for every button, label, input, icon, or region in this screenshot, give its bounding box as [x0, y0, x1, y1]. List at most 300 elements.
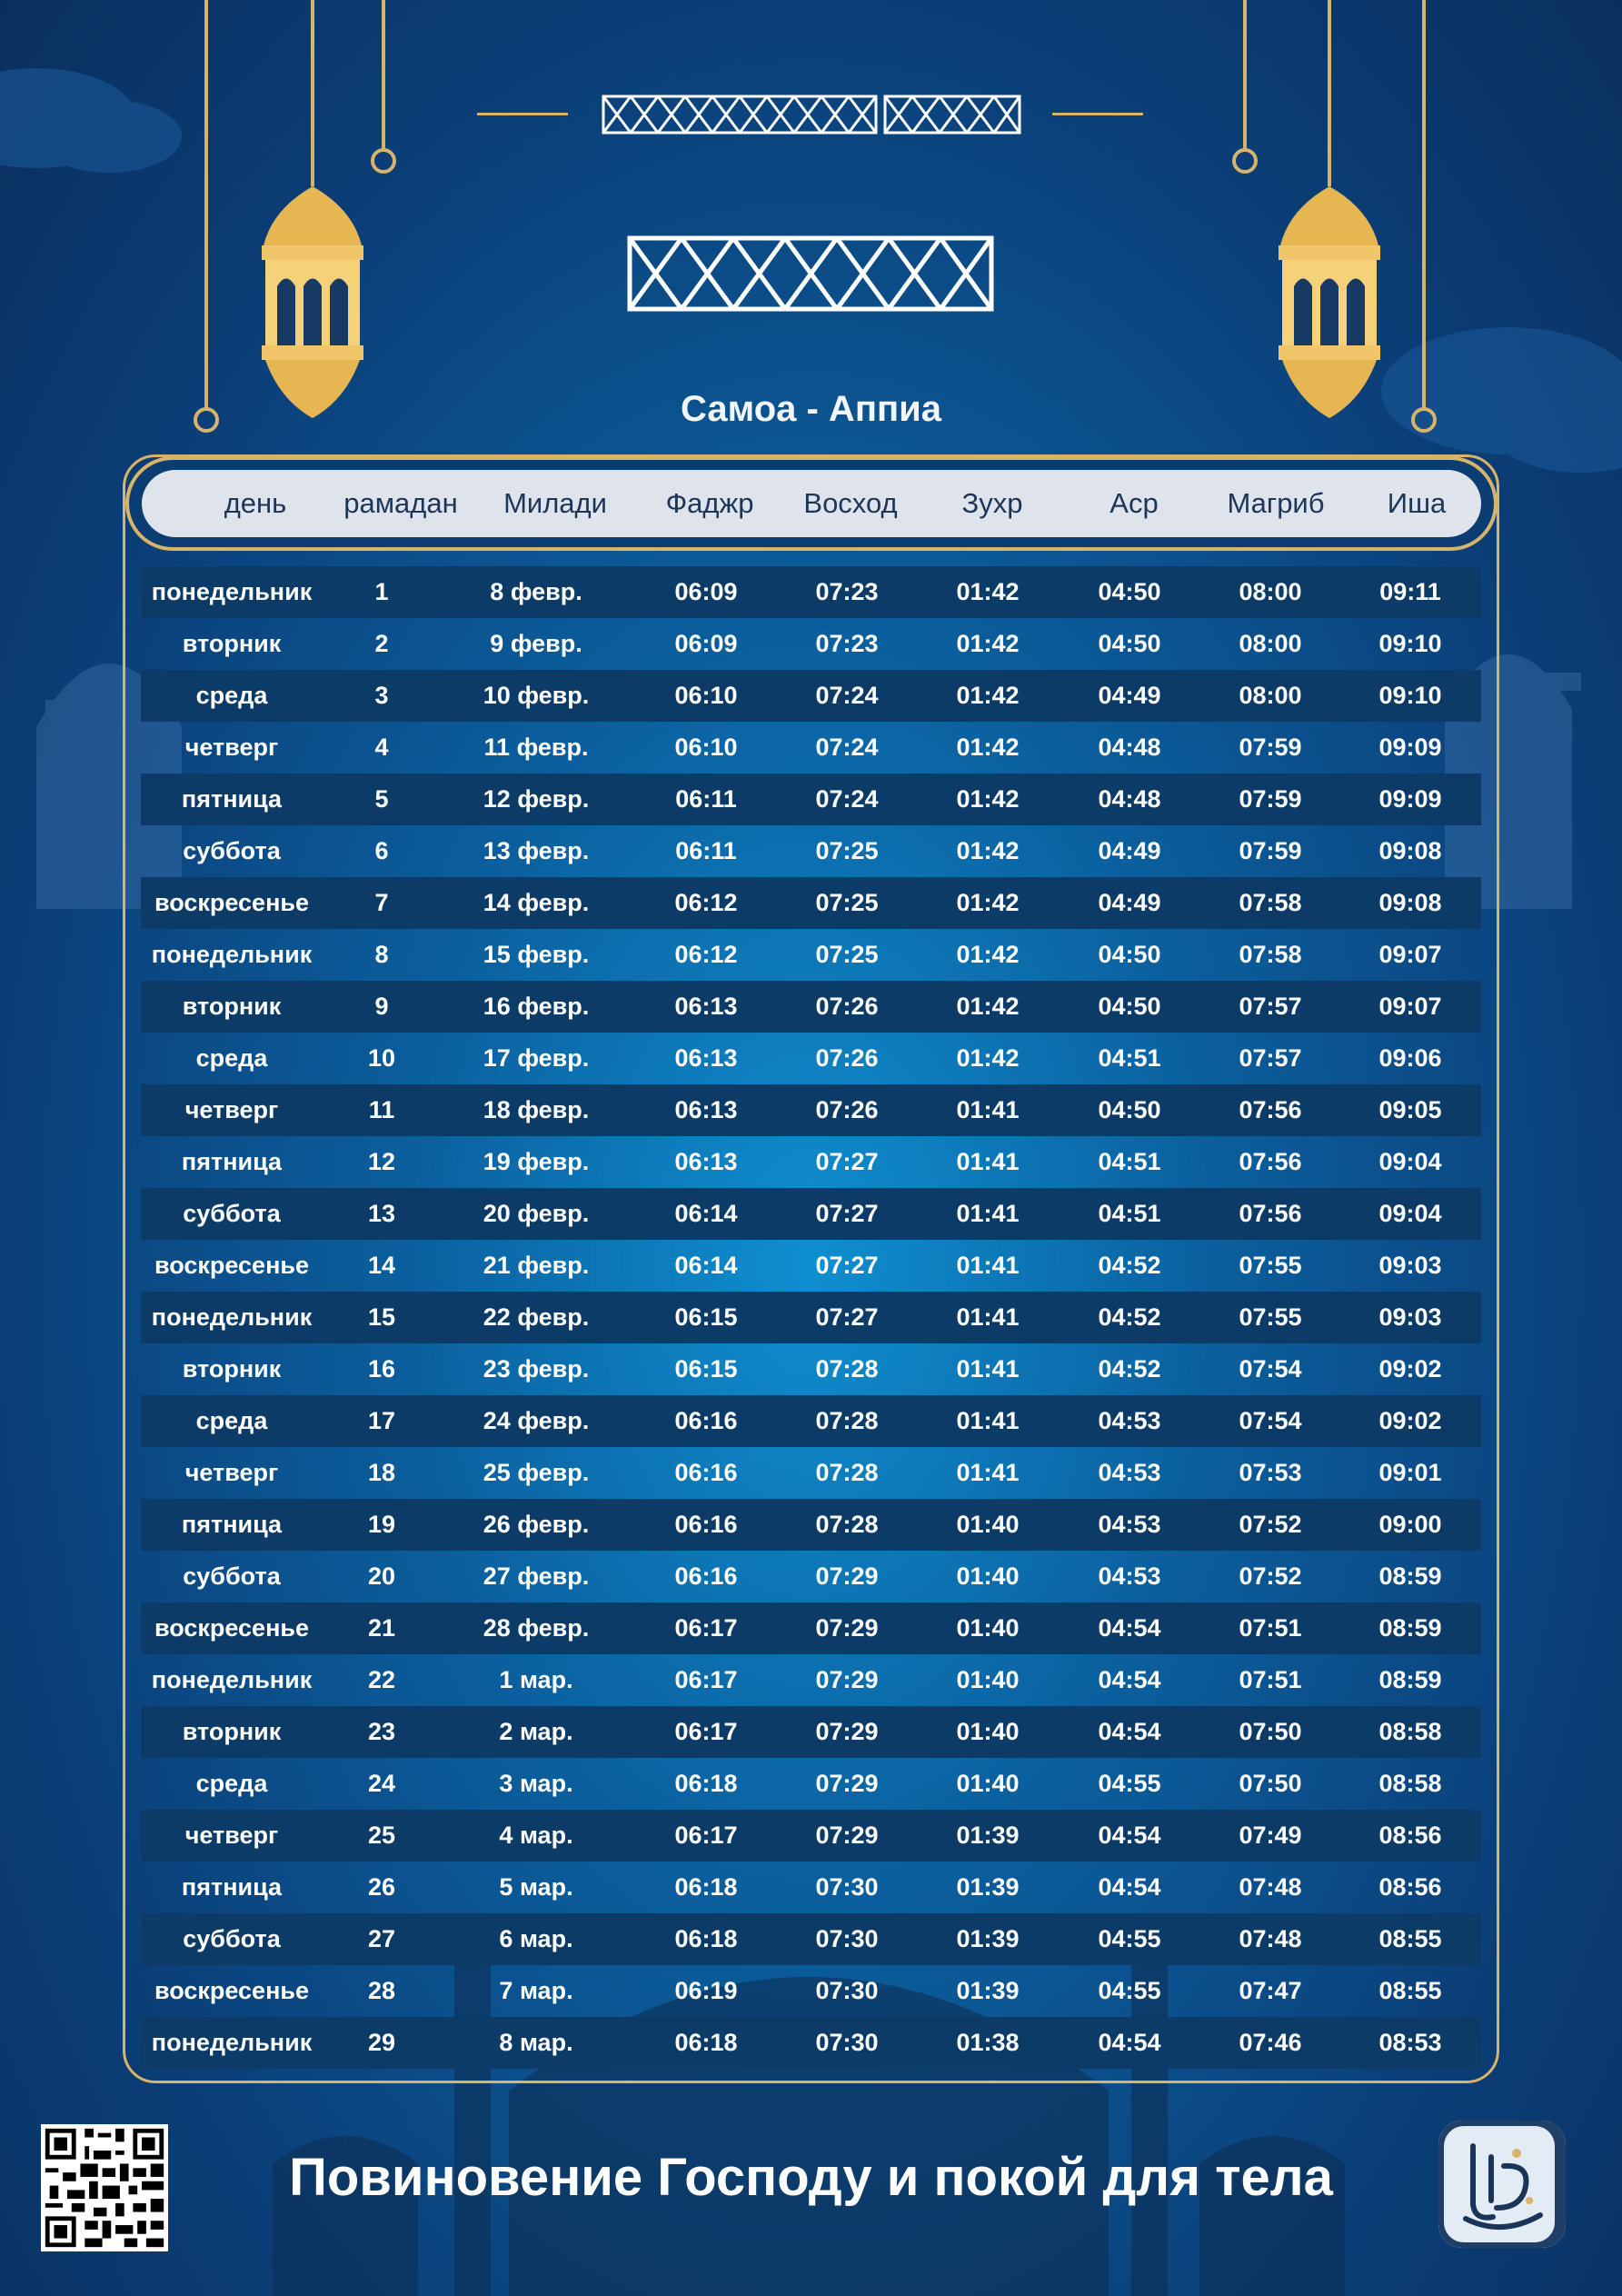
cell-maghrib: 07:57	[1239, 1044, 1302, 1072]
cell-isha: 08:56	[1378, 1873, 1442, 1901]
cell-asr: 04:53	[1098, 1562, 1161, 1590]
cell-isha: 08:59	[1378, 1614, 1442, 1642]
cell-miladi: 9 февр.	[490, 630, 582, 657]
title-glyph-placeholder	[627, 235, 994, 312]
cell-isha: 08:58	[1378, 1718, 1442, 1745]
cell-ramadan: 19	[367, 1511, 396, 1538]
cell-miladi: 27 февр.	[483, 1562, 590, 1590]
cell-maghrib: 07:56	[1239, 1096, 1302, 1123]
cell-isha: 09:03	[1378, 1252, 1442, 1279]
cell-dhuhr: 01:40	[956, 1666, 1020, 1693]
lantern-icon	[1279, 186, 1380, 418]
table-row	[141, 566, 1481, 618]
cell-day: четверг	[184, 1459, 279, 1486]
cell-asr: 04:55	[1098, 1925, 1161, 1952]
table-row	[141, 1810, 1481, 1862]
cell-sunrise: 07:24	[815, 785, 879, 813]
cell-day: пятница	[181, 1148, 283, 1175]
cell-asr: 04:54	[1098, 1822, 1161, 1849]
cell-fajr: 06:16	[674, 1407, 738, 1434]
cell-day: четверг	[184, 1096, 279, 1123]
cell-miladi: 28 февр.	[483, 1614, 590, 1642]
cell-ramadan: 1	[374, 578, 389, 605]
cell-day: воскресенье	[154, 1614, 309, 1642]
table-row	[141, 670, 1481, 722]
cell-day: воскресенье	[154, 1252, 309, 1279]
cell-maghrib: 07:48	[1239, 1925, 1302, 1952]
cell-day: понедельник	[151, 1666, 313, 1693]
table-row	[141, 1965, 1481, 2017]
cell-maghrib: 07:57	[1239, 993, 1302, 1020]
cell-miladi: 23 февр.	[483, 1355, 590, 1383]
cell-maghrib: 07:46	[1239, 2029, 1302, 2056]
cell-isha: 08:53	[1378, 2029, 1442, 2056]
cell-sunrise: 07:26	[815, 993, 879, 1020]
cell-sunrise: 07:25	[815, 837, 879, 864]
cell-maghrib: 07:55	[1239, 1303, 1302, 1331]
table-row	[141, 1136, 1481, 1188]
table-row	[141, 1188, 1481, 1240]
cell-maghrib: 08:00	[1239, 682, 1302, 709]
cell-miladi: 10 февр.	[483, 682, 590, 709]
cell-ramadan: 26	[367, 1873, 396, 1901]
cell-isha: 09:01	[1378, 1459, 1442, 1486]
cell-asr: 04:48	[1098, 785, 1161, 813]
cell-isha: 09:08	[1378, 837, 1442, 864]
cell-day: четверг	[184, 1822, 279, 1849]
cell-asr: 04:53	[1098, 1407, 1161, 1434]
cell-isha: 09:04	[1378, 1200, 1442, 1227]
location-title: Самоа - Аппиа	[681, 389, 941, 429]
cell-day: суббота	[183, 1925, 281, 1952]
cell-fajr: 06:10	[674, 682, 738, 709]
cell-day: пятница	[181, 1511, 283, 1538]
cell-miladi: 6 мар.	[499, 1925, 573, 1952]
cell-ramadan: 27	[367, 1925, 396, 1952]
table-header-inner	[142, 470, 1481, 537]
cell-dhuhr: 01:38	[956, 2029, 1020, 2056]
cell-maghrib: 07:47	[1239, 1977, 1302, 2004]
cell-sunrise: 07:27	[815, 1252, 879, 1279]
header-divider-left	[477, 113, 568, 115]
header-divider-right	[1052, 113, 1143, 115]
table-row	[141, 877, 1481, 929]
cell-ramadan: 16	[367, 1355, 396, 1383]
cell-sunrise: 07:30	[815, 2029, 879, 2056]
cell-asr: 04:52	[1098, 1355, 1161, 1383]
cell-fajr: 06:11	[675, 785, 737, 813]
cell-sunrise: 07:29	[815, 1822, 879, 1849]
cell-day: суббота	[183, 837, 281, 864]
cell-ramadan: 8	[374, 941, 389, 968]
cell-day: понедельник	[151, 578, 313, 605]
cell-fajr: 06:13	[674, 1096, 738, 1123]
cell-dhuhr: 01:40	[956, 1614, 1020, 1642]
cell-maghrib: 07:48	[1239, 1873, 1302, 1901]
cell-fajr: 06:17	[674, 1666, 738, 1693]
prayer-times-table	[141, 566, 1481, 2069]
cell-fajr: 06:17	[674, 1822, 738, 1849]
cell-asr: 04:48	[1098, 734, 1161, 761]
table-row	[141, 722, 1481, 774]
cell-ramadan: 9	[374, 993, 389, 1020]
cell-asr: 04:55	[1098, 1770, 1161, 1797]
cell-dhuhr: 01:42	[956, 785, 1020, 813]
cell-dhuhr: 01:42	[956, 837, 1020, 864]
table-row	[141, 929, 1481, 981]
cell-sunrise: 07:27	[815, 1303, 879, 1331]
cell-dhuhr: 01:41	[956, 1459, 1020, 1486]
cell-ramadan: 29	[367, 2029, 396, 2056]
cell-miladi: 4 мар.	[499, 1822, 573, 1849]
cell-miladi: 22 февр.	[483, 1303, 590, 1331]
table-row	[141, 1654, 1481, 1706]
cell-miladi: 1 мар.	[499, 1666, 573, 1693]
cell-asr: 04:51	[1098, 1200, 1161, 1227]
cell-maghrib: 08:00	[1239, 578, 1302, 605]
table-row	[141, 1551, 1481, 1602]
cell-fajr: 06:15	[674, 1303, 738, 1331]
cell-ramadan: 10	[367, 1044, 396, 1072]
cell-ramadan: 11	[368, 1096, 395, 1123]
cell-maghrib: 07:53	[1239, 1459, 1302, 1486]
cell-ramadan: 4	[374, 734, 389, 761]
cell-maghrib: 07:49	[1239, 1822, 1302, 1849]
cell-maghrib: 07:56	[1239, 1148, 1302, 1175]
cell-dhuhr: 01:42	[956, 734, 1020, 761]
cell-fajr: 06:12	[674, 941, 738, 968]
cell-maghrib: 07:59	[1239, 734, 1302, 761]
cell-ramadan: 14	[367, 1252, 396, 1279]
cell-dhuhr: 01:42	[956, 630, 1020, 657]
cell-day: среда	[195, 1407, 268, 1434]
cell-miladi: 26 февр.	[483, 1511, 590, 1538]
cell-day: среда	[195, 1770, 268, 1797]
cell-miladi: 17 февр.	[483, 1044, 590, 1072]
cell-ramadan: 13	[367, 1200, 396, 1227]
cell-fajr: 06:18	[674, 1925, 738, 1952]
cell-sunrise: 07:29	[815, 1614, 879, 1642]
table-row	[141, 1499, 1481, 1551]
cell-asr: 04:51	[1098, 1044, 1161, 1072]
cell-sunrise: 07:27	[815, 1200, 879, 1227]
cell-ramadan: 2	[374, 630, 389, 657]
cell-miladi: 24 февр.	[483, 1407, 590, 1434]
cell-dhuhr: 01:42	[956, 1044, 1020, 1072]
cell-miladi: 13 февр.	[483, 837, 590, 864]
header-sunrise: Восход	[803, 487, 898, 519]
cell-maghrib: 07:56	[1239, 1200, 1302, 1227]
cell-asr: 04:52	[1098, 1303, 1161, 1331]
table-row	[141, 1913, 1481, 1965]
cell-miladi: 7 мар.	[499, 1977, 573, 2004]
cell-miladi: 14 февр.	[483, 889, 590, 916]
cell-dhuhr: 01:42	[956, 682, 1020, 709]
cell-sunrise: 07:24	[815, 734, 879, 761]
cell-miladi: 21 февр.	[483, 1252, 590, 1279]
cell-asr: 04:50	[1098, 578, 1161, 605]
cell-isha: 09:09	[1378, 734, 1442, 761]
cell-dhuhr: 01:41	[956, 1148, 1020, 1175]
header-ramadan: рамадан	[343, 487, 458, 519]
cell-isha: 09:11	[1379, 578, 1441, 605]
cell-sunrise: 07:30	[815, 1977, 879, 2004]
lantern-icon	[262, 186, 363, 418]
slogan: Повиновение Господу и покой для тела	[289, 2148, 1333, 2207]
qr-code-icon	[41, 2124, 168, 2251]
cell-day: суббота	[183, 1562, 281, 1590]
cell-asr: 04:50	[1098, 993, 1161, 1020]
cell-ramadan: 21	[367, 1614, 396, 1642]
cell-ramadan: 20	[367, 1562, 396, 1590]
cell-ramadan: 28	[367, 1977, 396, 2004]
cell-day: вторник	[182, 1718, 282, 1745]
table-row	[141, 1758, 1481, 1810]
cell-day: понедельник	[151, 1303, 313, 1331]
cell-miladi: 12 февр.	[483, 785, 590, 813]
cell-ramadan: 25	[367, 1822, 396, 1849]
cell-miladi: 15 февр.	[483, 941, 590, 968]
cell-fajr: 06:17	[674, 1614, 738, 1642]
cell-fajr: 06:19	[674, 1977, 738, 2004]
cell-maghrib: 07:55	[1239, 1252, 1302, 1279]
table-row	[141, 1862, 1481, 1913]
cell-maghrib: 07:51	[1239, 1666, 1302, 1693]
header-day: день	[224, 487, 287, 519]
cell-day: вторник	[182, 993, 282, 1020]
cell-sunrise: 07:28	[815, 1511, 879, 1538]
cell-sunrise: 07:28	[815, 1459, 879, 1486]
cell-maghrib: 07:52	[1239, 1562, 1302, 1590]
cell-maghrib: 07:51	[1239, 1614, 1302, 1642]
cell-isha: 09:07	[1378, 993, 1442, 1020]
cell-day: понедельник	[151, 2029, 313, 2056]
cell-sunrise: 07:28	[815, 1407, 879, 1434]
cell-ramadan: 12	[367, 1148, 396, 1175]
cell-sunrise: 07:30	[815, 1873, 879, 1901]
cell-fajr: 06:13	[674, 1148, 738, 1175]
cell-sunrise: 07:29	[815, 1718, 879, 1745]
header-miladi: Милади	[503, 487, 607, 519]
cell-fajr: 06:16	[674, 1562, 738, 1590]
cell-fajr: 06:18	[674, 2029, 738, 2056]
cell-dhuhr: 01:39	[956, 1925, 1020, 1952]
cell-isha: 08:55	[1378, 1925, 1442, 1952]
cell-dhuhr: 01:40	[956, 1770, 1020, 1797]
cell-isha: 09:09	[1378, 785, 1442, 813]
cell-asr: 04:53	[1098, 1511, 1161, 1538]
cell-day: среда	[195, 682, 268, 709]
table-row	[141, 1706, 1481, 1758]
table-row	[141, 618, 1481, 670]
cell-day: понедельник	[151, 941, 313, 968]
cell-miladi: 5 мар.	[499, 1873, 573, 1901]
cell-isha: 09:07	[1378, 941, 1442, 968]
cell-sunrise: 07:26	[815, 1096, 879, 1123]
cell-asr: 04:49	[1098, 889, 1161, 916]
cell-day: четверг	[184, 734, 279, 761]
cell-ramadan: 15	[367, 1303, 396, 1331]
cell-sunrise: 07:25	[815, 889, 879, 916]
header-asr: Аср	[1110, 487, 1159, 519]
header-fajr: Фаджр	[665, 487, 754, 519]
cell-fajr: 06:09	[674, 630, 738, 657]
cell-isha: 09:02	[1378, 1407, 1442, 1434]
cell-isha: 09:10	[1378, 682, 1442, 709]
cell-dhuhr: 01:41	[956, 1407, 1020, 1434]
cell-fajr: 06:11	[675, 837, 737, 864]
cell-asr: 04:50	[1098, 941, 1161, 968]
table-row	[141, 1602, 1481, 1654]
cell-miladi: 2 мар.	[499, 1718, 573, 1745]
cell-ramadan: 23	[367, 1718, 396, 1745]
cell-asr: 04:51	[1098, 1148, 1161, 1175]
cell-asr: 04:50	[1098, 630, 1161, 657]
cell-sunrise: 07:28	[815, 1355, 879, 1383]
cell-fajr: 06:13	[674, 993, 738, 1020]
cell-fajr: 06:14	[674, 1252, 738, 1279]
cell-dhuhr: 01:42	[956, 578, 1020, 605]
header-dhuhr: Зухр	[961, 487, 1023, 519]
cell-isha: 09:02	[1378, 1355, 1442, 1383]
cell-sunrise: 07:23	[815, 578, 879, 605]
table-row	[141, 774, 1481, 825]
cell-isha: 09:03	[1378, 1303, 1442, 1331]
cell-dhuhr: 01:40	[956, 1511, 1020, 1538]
table-row	[141, 981, 1481, 1033]
calligraphy-logo-icon	[1438, 2121, 1566, 2248]
cell-ramadan: 5	[374, 785, 389, 813]
cell-ramadan: 24	[367, 1770, 396, 1797]
cell-asr: 04:52	[1098, 1252, 1161, 1279]
cell-maghrib: 07:58	[1239, 889, 1302, 916]
cell-sunrise: 07:26	[815, 1044, 879, 1072]
cell-asr: 04:54	[1098, 2029, 1161, 2056]
cell-dhuhr: 01:40	[956, 1718, 1020, 1745]
cell-fajr: 06:16	[674, 1459, 738, 1486]
table-row	[141, 1240, 1481, 1292]
cell-dhuhr: 01:40	[956, 1562, 1020, 1590]
cell-asr: 04:54	[1098, 1718, 1161, 1745]
cell-fajr: 06:16	[674, 1511, 738, 1538]
cell-dhuhr: 01:42	[956, 889, 1020, 916]
table-row	[141, 1033, 1481, 1084]
cell-ramadan: 3	[374, 682, 389, 709]
table-row	[141, 1395, 1481, 1447]
cell-isha: 08:56	[1378, 1822, 1442, 1849]
cell-miladi: 8 февр.	[490, 578, 582, 605]
cell-ramadan: 18	[367, 1459, 396, 1486]
cell-isha: 09:06	[1378, 1044, 1442, 1072]
cell-asr: 04:55	[1098, 1977, 1161, 2004]
cell-maghrib: 07:52	[1239, 1511, 1302, 1538]
cell-sunrise: 07:27	[815, 1148, 879, 1175]
cell-isha: 08:58	[1378, 1770, 1442, 1797]
cell-sunrise: 07:29	[815, 1770, 879, 1797]
cell-isha: 08:55	[1378, 1977, 1442, 2004]
cell-fajr: 06:15	[674, 1355, 738, 1383]
cell-miladi: 19 февр.	[483, 1148, 590, 1175]
cell-isha: 09:04	[1378, 1148, 1442, 1175]
cell-day: пятница	[181, 1873, 283, 1901]
cell-maghrib: 07:54	[1239, 1407, 1302, 1434]
cell-dhuhr: 01:41	[956, 1355, 1020, 1383]
cell-ramadan: 6	[374, 837, 389, 864]
cell-ramadan: 22	[367, 1666, 396, 1693]
cell-fajr: 06:18	[674, 1873, 738, 1901]
cell-miladi: 8 мар.	[499, 2029, 573, 2056]
cell-ramadan: 17	[367, 1407, 396, 1434]
cell-dhuhr: 01:42	[956, 941, 1020, 968]
cell-maghrib: 07:54	[1239, 1355, 1302, 1383]
cell-isha: 09:00	[1378, 1511, 1442, 1538]
cell-maghrib: 07:58	[1239, 941, 1302, 968]
header-maghrib: Магриб	[1227, 487, 1325, 519]
cell-miladi: 20 февр.	[483, 1200, 590, 1227]
cell-day: вторник	[182, 630, 282, 657]
lantern-chains	[195, 0, 1435, 431]
cell-fajr: 06:17	[674, 1718, 738, 1745]
cell-dhuhr: 01:41	[956, 1303, 1020, 1331]
cell-isha: 09:10	[1378, 630, 1442, 657]
cell-asr: 04:49	[1098, 682, 1161, 709]
cell-miladi: 16 февр.	[483, 993, 590, 1020]
cell-miladi: 18 февр.	[483, 1096, 590, 1123]
cell-asr: 04:50	[1098, 1096, 1161, 1123]
cell-isha: 08:59	[1378, 1562, 1442, 1590]
cell-maghrib: 07:50	[1239, 1770, 1302, 1797]
cell-sunrise: 07:24	[815, 682, 879, 709]
cell-fajr: 06:13	[674, 1044, 738, 1072]
cell-day: воскресенье	[154, 1977, 309, 2004]
table-row	[141, 2017, 1481, 2069]
table-row	[141, 1447, 1481, 1499]
cell-isha: 09:08	[1378, 889, 1442, 916]
cell-day: суббота	[183, 1200, 281, 1227]
cell-fajr: 06:09	[674, 578, 738, 605]
cell-asr: 04:54	[1098, 1614, 1161, 1642]
cell-asr: 04:54	[1098, 1873, 1161, 1901]
table-row	[141, 825, 1481, 877]
cell-maghrib: 07:59	[1239, 785, 1302, 813]
cell-dhuhr: 01:39	[956, 1977, 1020, 2004]
cell-maghrib: 07:50	[1239, 1718, 1302, 1745]
cell-asr: 04:54	[1098, 1666, 1161, 1693]
cell-maghrib: 08:00	[1239, 630, 1302, 657]
cell-ramadan: 7	[374, 889, 389, 916]
cell-dhuhr: 01:42	[956, 993, 1020, 1020]
table-row	[141, 1343, 1481, 1395]
cell-sunrise: 07:30	[815, 1925, 879, 1952]
cell-fajr: 06:18	[674, 1770, 738, 1797]
cell-day: среда	[195, 1044, 268, 1072]
cell-dhuhr: 01:41	[956, 1096, 1020, 1123]
cell-miladi: 11 февр.	[483, 734, 589, 761]
cell-dhuhr: 01:41	[956, 1200, 1020, 1227]
table-header	[125, 456, 1498, 551]
cell-sunrise: 07:29	[815, 1562, 879, 1590]
cell-day: пятница	[181, 785, 283, 813]
cell-miladi: 25 февр.	[483, 1459, 590, 1486]
cell-dhuhr: 01:39	[956, 1873, 1020, 1901]
cell-fajr: 06:14	[674, 1200, 738, 1227]
cell-fajr: 06:10	[674, 734, 738, 761]
cell-isha: 08:59	[1378, 1666, 1442, 1693]
subtitle-glyph-placeholder	[602, 95, 1021, 135]
cell-day: вторник	[182, 1355, 282, 1383]
cell-day: воскресенье	[154, 889, 309, 916]
cell-asr: 04:53	[1098, 1459, 1161, 1486]
